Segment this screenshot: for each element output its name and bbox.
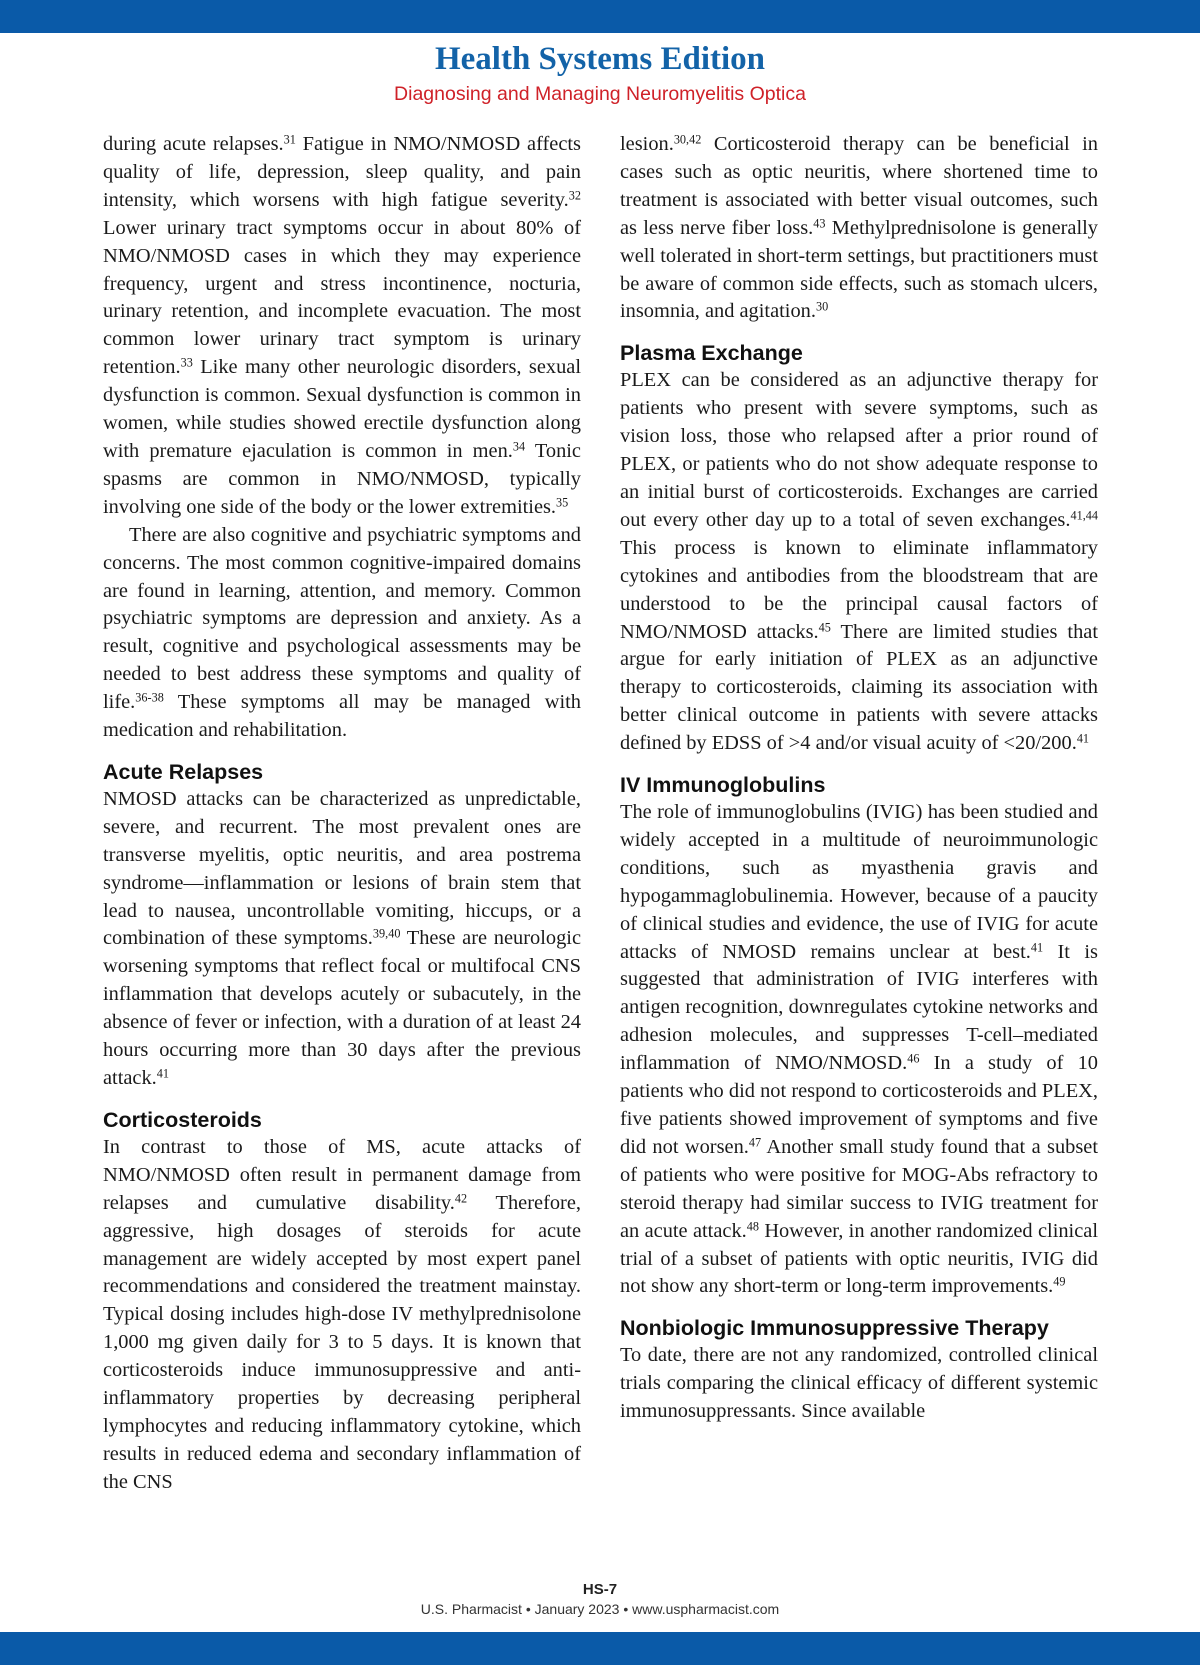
masthead-title: Health Systems Edition: [434, 41, 766, 77]
heading-corticosteroids: Corticosteroids: [103, 1107, 262, 1132]
heading-acute-relapses: Acute Relapses: [103, 759, 264, 784]
paragraph-corticosteroids-continued: lesion.$^{30,42}$ Corticosteroid therapy can be beneficial in cases such as optic neuritis, where shortened time to treatment is associated with better visual outcomes, such as less nerve fiber loss.$^{43}$ Methylprednisolone is generally well tolerated in short-term settings, but practitioners must be aware of common side effects, such as stomach ulcers, insomnia, and agitation.$^{30}$: [620, 132, 1098, 323]
heading-nonbiologic-immunosuppressive-therapy: Nonbiologic Immunosuppressive Therapy: [620, 1316, 1049, 1341]
paragraph-acute-relapses: NMOSD attacks can be characterized as unpredictable, severe, and recurrent. The most prevalent ones are transverse myelitis, optic neuritis, and area postrema syndrome—inflammation or lesions of brain stem that lead to nausea, uncontrollable vomiting, hiccups, or a combination of these symptoms.$^{39,40}$ These are neurologic worsening symptoms that reflect focal or multifocal CNS inflammation that develops acutely or subacutely, in the absence of fever or infection, with a duration of at least 24 hours occurring more than 30 days after the previous attack.$^{41}$: [103, 787, 581, 1089]
heading-plasma-exchange: Plasma Exchange: [620, 341, 803, 366]
bottom-color-band: [0, 1632, 1200, 1665]
paragraph-symptoms: during acute relapses.$^{31}$ Fatigue in NMO/NMOSD affects quality of life, depression, sleep quality, and pain intensity, which worsens with high fatigue severity.$^{32}$ Lower urinary tract symptoms occur in about 80% of NMO/NMOSD cases in which they may experience frequency, urgent and stress incontinence, nocturia, urinary retention, and incomplete evacuation. The most common lower urinary tract symptom is urinary retention.$^{33}$ Like many other neurologic disorders, sexual dysfunction is common. Sexual dysfunction is common in women, while studies showed erectile dysfunction along with premature ejaculation is common in men.$^{34}$ Tonic spasms are common in NMO/NMOSD, typically involving one side of the body or the lower extremities.$^{35}$: [103, 132, 581, 518]
paragraph-corticosteroids: In contrast to those of MS, acute attacks of NMO/NMOSD often result in permanent damage from relapses and cumulative disability.$^{42}$ Therefore, aggressive, high dosages of steroids for acute management are widely accepted by most expert panel recommendations and considered the treatment mainstay. Typical dosing includes high-dose IV methylprednisolone 1,000 mg given daily for 3 to 5 days. It is known that corticosteroids induce immunosuppressive and anti-inflammatory properties by decreasing peripheral lymphocytes and reducing inflammatory cytokine, which results in reduced edema and secondary inflammation of the CNS: [103, 1135, 581, 1493]
page-number: HS-7: [582, 1581, 618, 1598]
heading-iv-immunoglobulins: IV Immunoglobulins: [620, 773, 826, 798]
paragraph-nonbiologic-therapy: To date, there are not any randomized, controlled clinical trials comparing the clinical efficacy of different systemic immunosuppressants. Since available: [620, 1344, 1098, 1423]
footer-publication-line: U.S. Pharmacist • January 2023 • www.uspharmacist.com: [420, 1601, 780, 1617]
masthead-subtitle: Diagnosing and Managing Neuromyelitis Optica: [394, 83, 806, 105]
paragraph-plasma-exchange: PLEX can be considered as an adjunctive therapy for patients who present with severe symptoms, such as vision loss, those who relapsed after a prior round of PLEX, or patients who do not show adequate response to an initial burst of corticosteroids. Exchanges are carried out every other day up to a total of seven exchanges.$^{41,44}$ This process is known to eliminate inflammatory cytokines and antibodies from the bloodstream that are understood to be the principal causal factors of NMO/NMOSD attacks.$^{45}$ There are limited studies that argue for early initiation of PLEX as an adjunctive therapy to corticosteroids, claiming its association with better clinical outcome in patients with severe attacks defined by EDSS of >4 and/or visual acuity of <20/200.41: [620, 369, 1098, 755]
paragraph-cognitive: There are also cognitive and psychiatric symptoms and concerns. The most common cognitive-impaired domains are found in learning, attention, and memory. Common psychiatric symptoms are depression and anxiety. As a result, cognitive and psychological assessments may be needed to best address these symptoms and quality of life.$^{36-38}$ These symptoms all may be managed with medication and rehabilitation.: [103, 523, 581, 742]
right-column: [620, 131, 1098, 1426]
top-color-band: [0, 0, 1200, 33]
paragraph-iv-immunoglobulins: The role of immunoglobulins (IVIG) has been studied and widely accepted in a multitude of neuroimmunologic conditions, such as myasthenia gravis and hypogammaglobulinemia. However, because of a paucity of clinical studies and evidence, the use of IVIG for acute attacks of NMOSD remains unclear at best.$^{41}$ It is suggested that administration of IVIG interferes with antigen recognition, downregulates cytokine networks and adhesion molecules, and suppresses T-cell–mediated inflammation of NMO/NMOSD.$^{46}$ In a study of 10 patients who did not respond to corticosteroids and PLEX, five patients showed improvement of symptoms and five did not worsen.$^{47}$ Another small study found that a subset of patients who were positive for MOG-Abs refractory to steroid therapy had similar success to IVIG treatment for an acute attack.$^{48}$ However, in another randomized clinical trial of a subset of patients with optic neuritis, IVIG did not show any short-term or long-term improvements.$^{49}$: [620, 801, 1099, 1298]
left-column: [103, 131, 581, 1497]
